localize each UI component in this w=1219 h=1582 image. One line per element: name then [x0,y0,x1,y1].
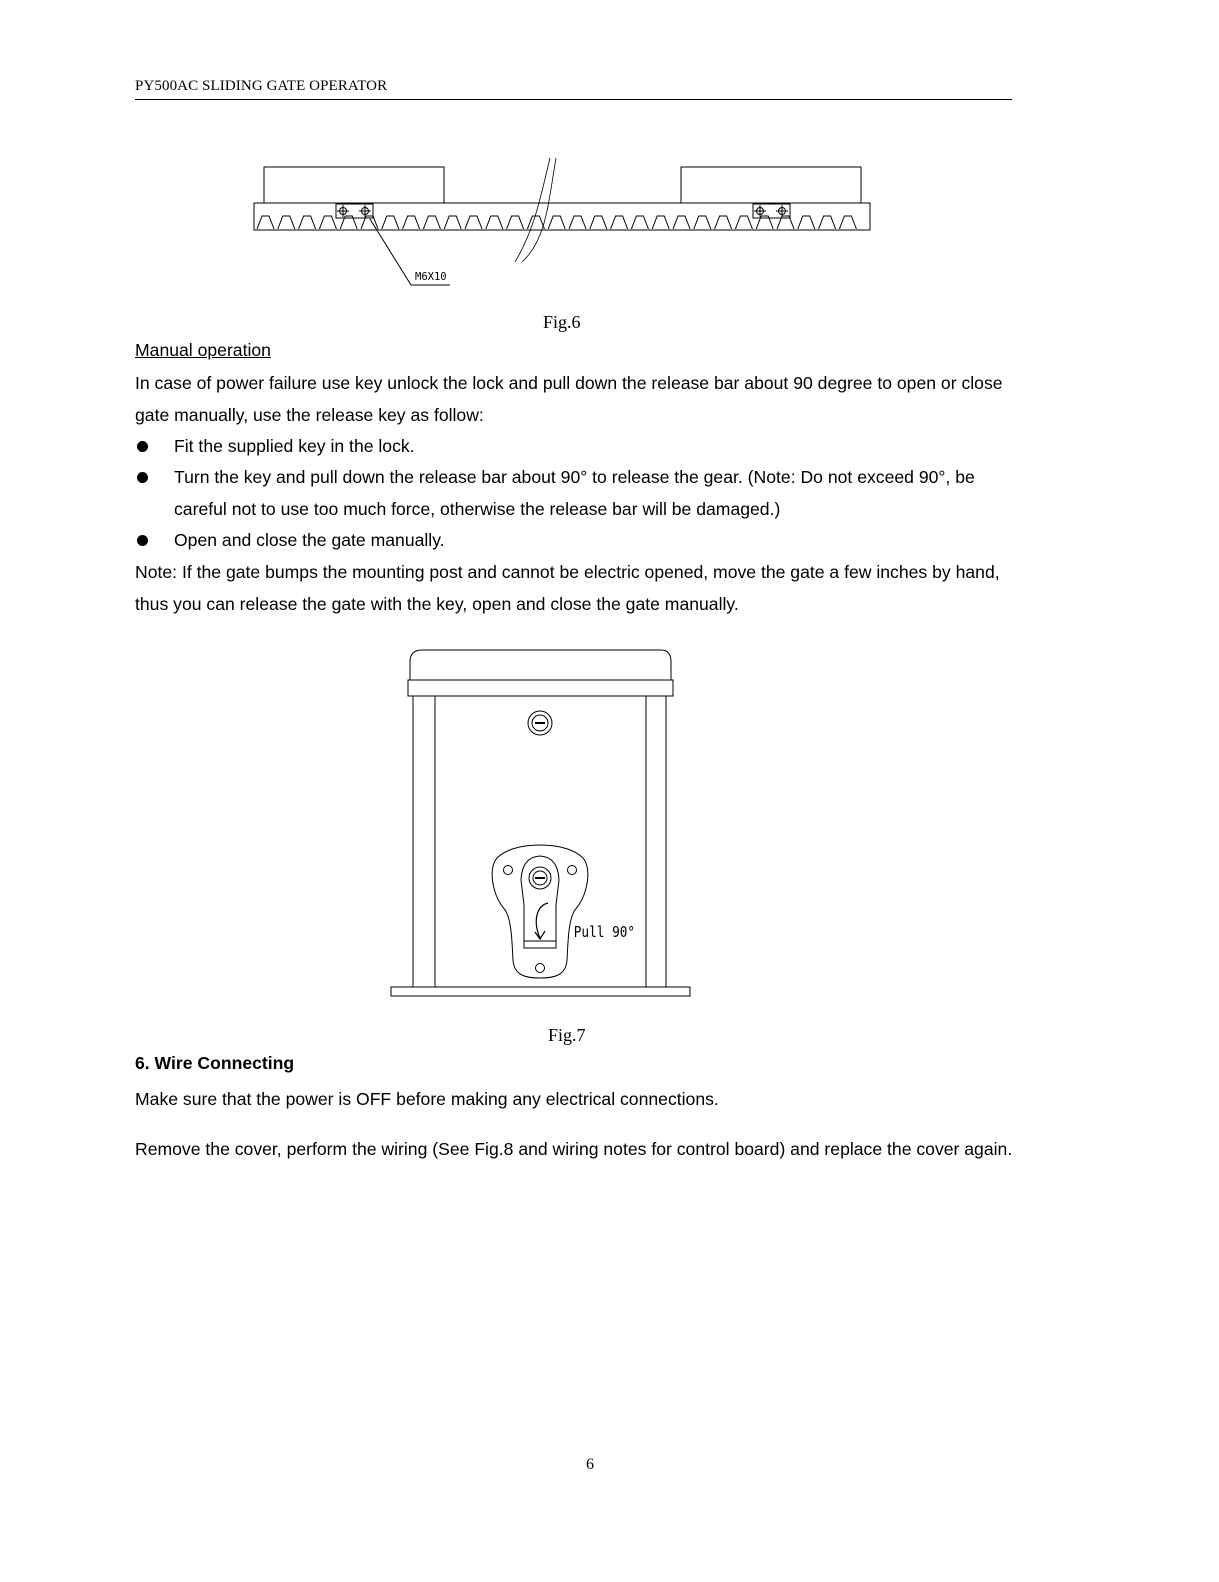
wire-connecting-heading: 6. Wire Connecting [135,1053,295,1073]
running-header: PY500AC SLIDING GATE OPERATOR [135,78,388,94]
cover-lip [408,680,673,696]
release-lock-plate [492,845,588,978]
list-item-text: Fit the supplied key in the lock. [174,436,415,456]
wire-paragraph-1: Make sure that the power is OFF before making any electrical connections. [135,1089,719,1109]
pull-label: Pull 90° [573,924,636,942]
list-item-text: Open and close the gate manually. [174,530,445,550]
manual-intro-paragraph: In case of power failure use key unlock the lock and pull down the release bar about 90 degree to open or close gate manually, use the release key as follow: [135,373,1003,425]
release-bar [521,856,559,948]
fig6-caption: Fig.6 [543,312,581,332]
page-number: 6 [586,1456,594,1473]
lock-keyhole-icon [529,867,551,889]
pull-arrow-icon [536,903,548,938]
list-item-text: Turn the key and pull down the release bar about 90° to release the gear. (Note: Do not exceed 90°, be careful not to use too much force, otherwise the release bar will be damaged.) [174,467,975,519]
bolt-size-label: M6X10 [415,271,447,283]
manual-operation-heading: Manual operation [135,340,271,360]
operator-top-cover [410,650,671,680]
note-paragraph: Note: If the gate bumps the mounting post and cannot be electric opened, move the gate a few inches by hand, thus you can release the gate with the key, open and close the gate manually. [135,562,1000,614]
fig7-caption: Fig.7 [548,1025,586,1045]
screw-icon [528,711,552,735]
wire-paragraph-2: Remove the cover, perform the wiring (See Fig.8 and wiring notes for control board) and replace the cover again. [135,1139,1013,1159]
operator-base-plate [391,987,690,996]
